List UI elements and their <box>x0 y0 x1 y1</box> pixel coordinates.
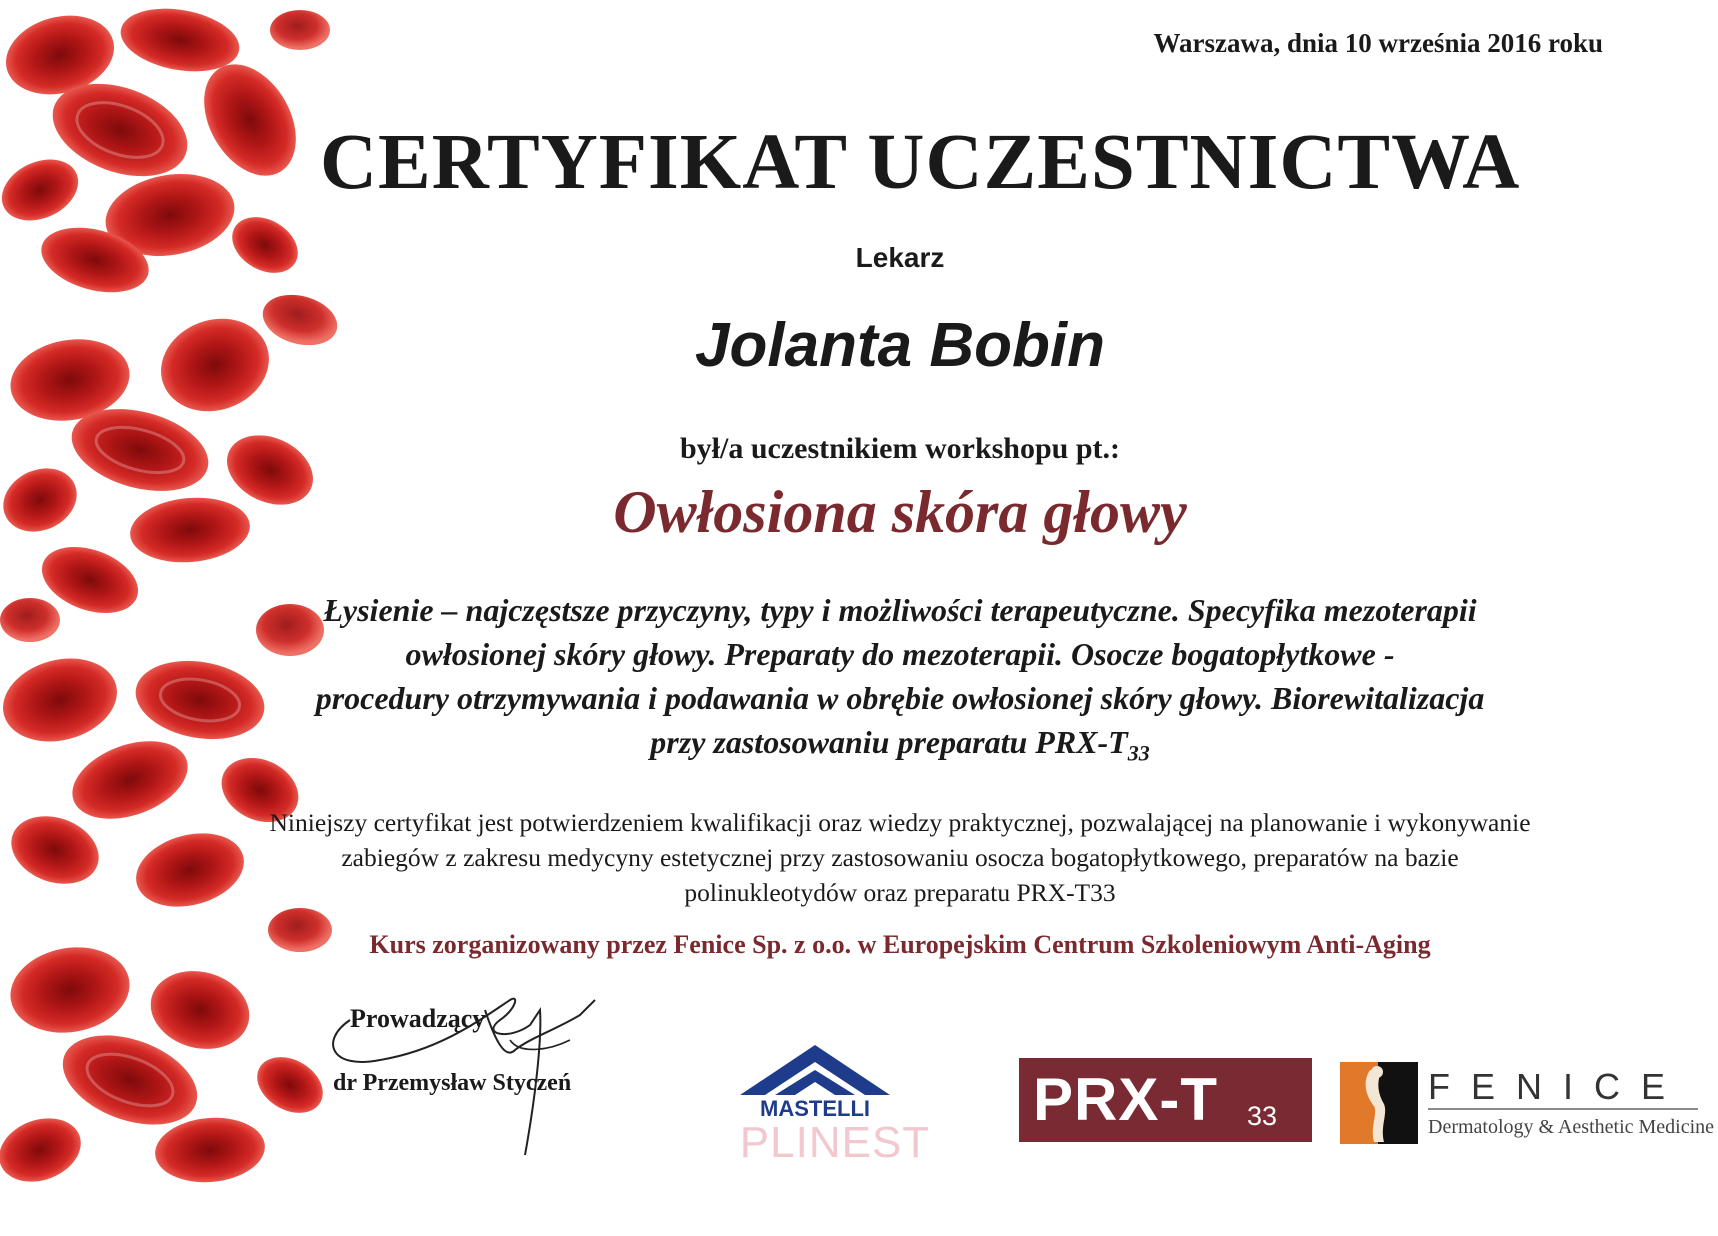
statement-line: polinukleotydów oraz preparatu PRX-T33 <box>684 878 1116 907</box>
prx-t33-logo <box>1019 1058 1312 1142</box>
topics-line-text: przy zastosowaniu preparatu PRX-T <box>650 724 1128 760</box>
workshop-topics <box>150 588 1650 775</box>
mastelli-plinest-logo <box>720 1040 950 1170</box>
fenice-name: FENICE <box>1428 1066 1687 1107</box>
fenice-figure-icon <box>1340 1062 1418 1144</box>
workshop-intro: był/a uczestnikiem workshopu pt.: <box>679 432 1121 465</box>
date-line: Warszawa, dnia 10 września 2016 roku <box>1153 28 1603 58</box>
mastelli-mark-icon <box>720 1040 910 1100</box>
participant-name: Jolanta Bobin <box>695 311 1105 380</box>
fenice-divider <box>1428 1108 1698 1110</box>
signatory-name: dr Przemysław Styczeń <box>333 1070 572 1096</box>
statement-line: Niniejszy certyfikat jest potwierdzeniem kwalifikacji oraz wiedzy praktycznej, pozwalającej na planowanie i wykonywanie <box>269 808 1531 837</box>
topics-line: procedury otrzymywania i podawania w obrębie owłosionej skóry głowy. Biorewitalizacja <box>315 680 1485 716</box>
mastelli-brand: MASTELLI <box>760 1096 870 1121</box>
prx-logo-subscript: 33 <box>1247 1101 1278 1131</box>
workshop-title: Owłosiona skóra głowy <box>613 479 1187 545</box>
topics-line: Łysienie – najczęstsze przyczyny, typy i możliwości terapeutyczne. Specyfika mezoterapii <box>323 592 1477 628</box>
topics-line-last <box>150 720 1650 775</box>
certificate-title: CERTYFIKAT UCZESTNICTWA <box>320 119 1521 206</box>
certificate-statement <box>150 805 1650 910</box>
fenice-logo <box>1340 1060 1715 1150</box>
prx-logo-main: PRX-T <box>1033 1066 1218 1133</box>
signature-label: Prowadzący <box>350 1004 486 1033</box>
organizer-line: Kurs zorganizowany przez Fenice Sp. z o.o. w Europejskim Centrum Szkoleniowym Anti-Aging <box>369 930 1431 959</box>
topics-subscript: 33 <box>1127 740 1150 766</box>
topics-line: owłosionej skóry głowy. Preparaty do mezoterapii. Osocze bogatopłytkowe - <box>405 636 1395 672</box>
statement-line: zabiegów z zakresu medycyny estetycznej przy zastosowaniu osocza bogatopłytkowego, preparatów na bazie <box>341 843 1459 872</box>
plinest-product: PLINEST <box>739 1118 931 1167</box>
participant-role: Lekarz <box>855 242 945 273</box>
fenice-tagline: Dermatology & Aesthetic Medicine <box>1428 1116 1715 1138</box>
